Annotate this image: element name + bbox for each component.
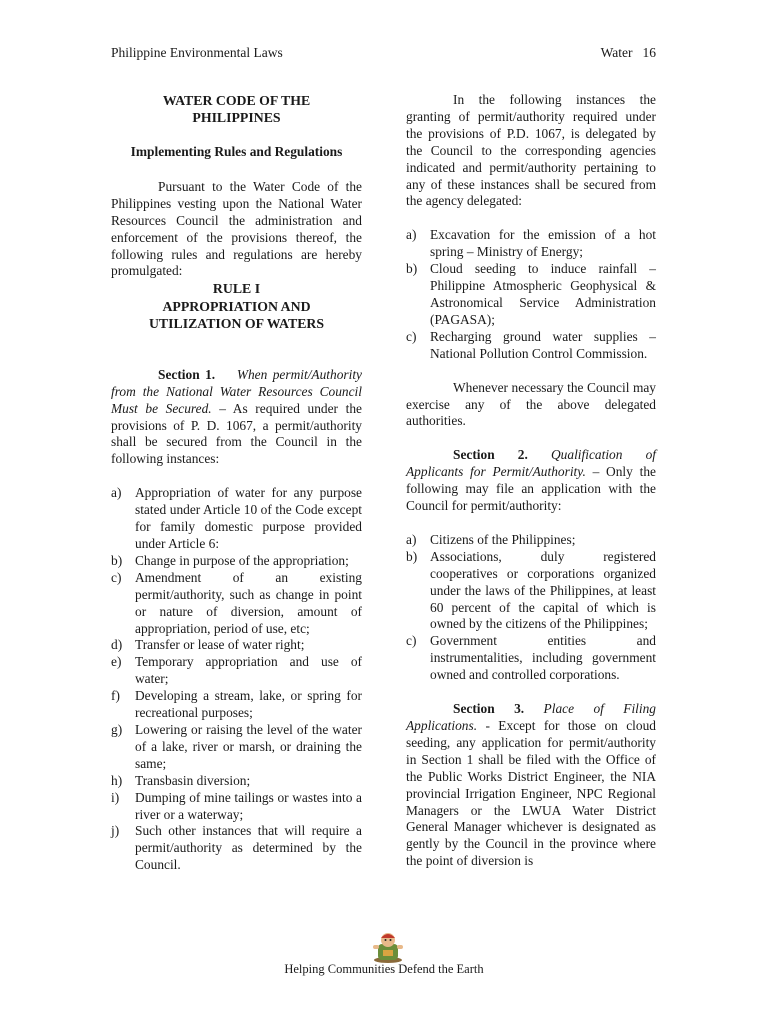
list-item xyxy=(111,773,362,790)
list-text: Recharging ground water supplies – National Pollution Control Commission. xyxy=(430,328,656,361)
section-3-label: Section 3. xyxy=(453,701,525,717)
list-text: Transbasin diversion; xyxy=(135,772,251,788)
delegation-list xyxy=(406,227,656,362)
section-2-body: – Only the following may file an application with the Council for permit/authority: xyxy=(406,464,656,514)
section-3-body: - Except for those on cloud seeding, any application for permit/authority in Section 1 shall be filed with the Office of the Public Works District Engineer, the NIA provincial Irrigation Engineer, NPC Regional Managers or the LWUA Water District General Manager whichever is designated as gently by the Council in the province where the point of diversion is xyxy=(406,718,656,869)
list-text: Government entities and instrumentalities, including government owned and controlled corporations. xyxy=(430,633,656,683)
list-item xyxy=(111,654,362,688)
header-section-label: Water xyxy=(600,45,633,60)
list-marker: a) xyxy=(111,485,122,501)
list-marker: f) xyxy=(111,688,120,704)
left-column xyxy=(111,92,362,874)
title-line-1: WATER CODE OF THE xyxy=(162,93,311,108)
list-marker: a) xyxy=(406,227,417,243)
list-marker: b) xyxy=(406,261,418,277)
council-authority-paragraph: Whenever necessary the Council may exercise any of the above delegated authorities. xyxy=(406,379,656,429)
section-2-paragraph xyxy=(406,447,656,515)
list-item xyxy=(111,553,362,570)
list-item xyxy=(111,485,362,553)
list-marker: c) xyxy=(111,569,122,585)
list-marker: h) xyxy=(111,772,123,788)
running-header-section xyxy=(601,45,656,61)
page-number: 16 xyxy=(642,45,656,60)
right-column xyxy=(406,92,656,870)
delegation-paragraph: In the following instances the granting of permit/authority required under the provisions of P.D. 1067, is delegated by the Council to the corresponding agencies indicated and permit/authority pertaining to any of these instances shall be secured from the agency delegated: xyxy=(406,92,656,209)
list-text: Such other instances that will require a permit/authority as determined by the Council. xyxy=(135,823,362,873)
list-text: Amendment of an existing permit/authority, such as change in point or nature of diversion, amount of appropriation, period of use, etc; xyxy=(135,569,362,636)
list-marker: d) xyxy=(111,637,123,653)
list-text: Excavation for the emission of a hot spring – Ministry of Energy; xyxy=(430,227,656,260)
earth-mascot-icon xyxy=(370,930,406,964)
list-text: Citizens of the Philippines; xyxy=(430,531,576,547)
rule-line-3: UTILIZATION OF WATERS xyxy=(148,316,325,332)
list-marker: c) xyxy=(406,633,417,649)
list-item xyxy=(111,637,362,654)
list-item xyxy=(406,633,656,684)
list-text: Lowering or raising the level of the water of a lake, river or marsh, or draining the same; xyxy=(135,721,362,771)
list-item xyxy=(111,722,362,773)
section-1-paragraph xyxy=(111,367,362,468)
rule-heading xyxy=(111,280,362,333)
intro-paragraph: Pursuant to the Water Code of the Philippines vesting upon the National Water Resources Council the administration and enforcement of the provisions thereof, the following rules and regulations are hereby promulgated: xyxy=(111,178,362,279)
list-marker: j) xyxy=(111,823,120,839)
list-marker: b) xyxy=(406,548,418,564)
section-1-body: – As required under the provisions of P. D. 1067, a permit/authority shall be secured from the Council in the following instances: xyxy=(111,400,362,467)
permit-instances-list xyxy=(111,485,362,874)
running-header-title: Philippine Environmental Laws xyxy=(111,45,283,60)
title-line-2: PHILIPPINES xyxy=(192,110,281,125)
list-text: Dumping of mine tailings or wastes into a river or a waterway; xyxy=(135,789,362,822)
list-item xyxy=(406,261,656,329)
list-item xyxy=(406,227,656,261)
list-text: Cloud seeding to induce rainfall – Philippine Atmospheric Geophysical & Astronomical Service Administration (PAGASA); xyxy=(430,261,656,327)
list-marker: g) xyxy=(111,721,123,737)
list-item xyxy=(111,790,362,824)
list-text: Temporary appropriation and use of water; xyxy=(135,654,362,687)
section-3-title: Place of Filing Applications. xyxy=(406,701,657,733)
list-text: Associations, duly registered cooperatives or corporations organized under the laws of the Philippines, at least 60 percent of the capital of which is owned by the citizens of the Philippines; xyxy=(430,548,656,632)
list-text: Appropriation of water for any purpose stated under Article 10 of the Code except for family domestic purpose provided under Article 6: xyxy=(135,485,362,551)
rule-line-2: APPROPRIATION AND xyxy=(162,298,311,314)
list-marker: i) xyxy=(111,789,120,805)
section-3-paragraph xyxy=(406,701,656,870)
qualification-list xyxy=(406,532,656,684)
list-item xyxy=(406,549,656,634)
list-item xyxy=(111,688,362,722)
list-item xyxy=(111,823,362,874)
list-text: Developing a stream, lake, or spring for recreational purposes; xyxy=(135,688,362,721)
list-marker: c) xyxy=(406,328,417,344)
list-item xyxy=(111,570,362,638)
footer-tagline: Helping Communities Defend the Earth xyxy=(284,962,484,976)
section-2-title: Qualification of Applicants for Permit/Authority. xyxy=(406,447,656,480)
document-title xyxy=(111,92,362,126)
section-1-title: When permit/Authority from the National Water Resources Council Must be Secured. xyxy=(111,366,363,416)
list-marker: e) xyxy=(111,654,122,670)
document-subtitle: Implementing Rules and Regulations xyxy=(130,144,343,159)
list-marker: a) xyxy=(406,531,417,547)
list-text: Change in purpose of the appropriation; xyxy=(135,552,349,568)
list-marker: b) xyxy=(111,552,123,568)
rule-line-1: RULE I xyxy=(212,281,261,297)
list-item xyxy=(406,329,656,363)
list-item xyxy=(406,532,656,549)
list-text: Transfer or lease of water right; xyxy=(135,637,305,653)
section-1-label: Section 1. xyxy=(158,366,216,382)
section-2-label: Section 2. xyxy=(453,447,528,463)
